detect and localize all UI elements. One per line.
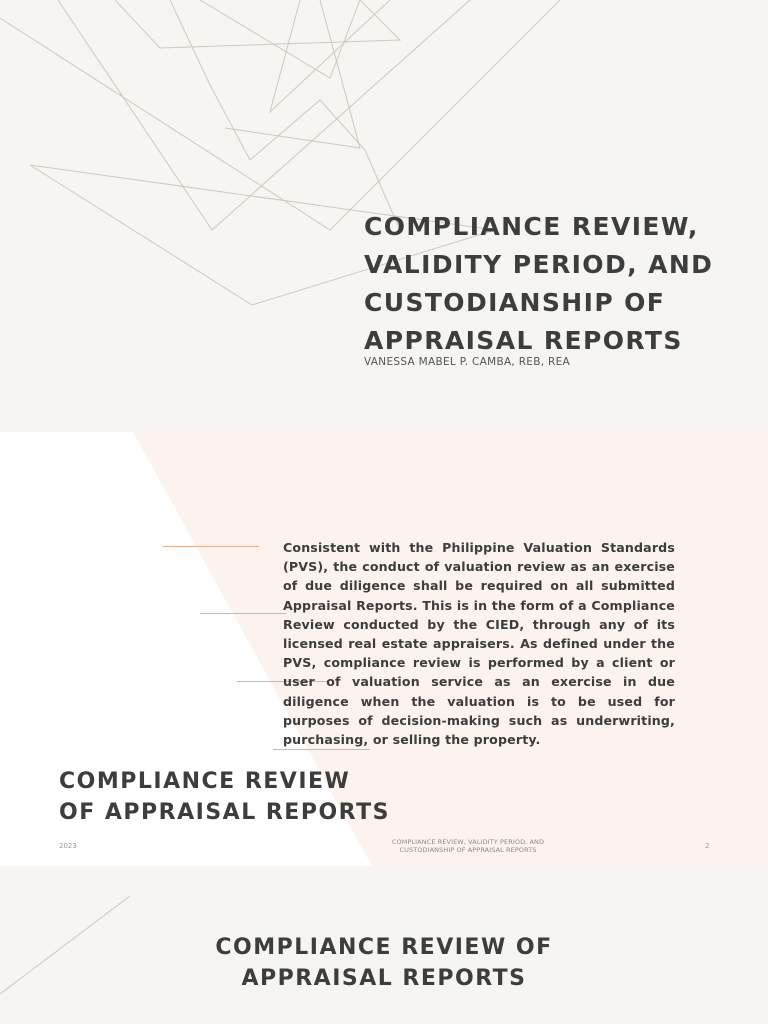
title-line: COMPLIANCE REVIEW OF	[215, 935, 553, 960]
content-slide	[0, 432, 768, 866]
accent-line	[200, 613, 286, 614]
deco-line-7	[225, 0, 360, 148]
title-line: COMPLIANCE REVIEW,	[364, 212, 699, 241]
footer-title-line: CUSTODIANSHIP OF APPRAISAL REPORTS	[399, 846, 537, 854]
deco-line-8	[200, 0, 360, 78]
title-line: APPRAISAL REPORTS	[364, 326, 683, 355]
accent-line	[163, 546, 259, 547]
title-line: VALIDITY PERIOD, AND	[364, 250, 714, 279]
deco-line-1	[0, 896, 130, 994]
deco-line-1	[0, 0, 560, 230]
title-line: OF APPRAISAL REPORTS	[59, 800, 390, 825]
title-line: CUSTODIANSHIP OF	[364, 288, 666, 317]
deco-line-4	[270, 0, 390, 112]
section-title	[184, 932, 584, 994]
footer-title-line: COMPLIANCE REVIEW, VALIDITY PERIOD, AND	[391, 838, 545, 846]
deco-line-6	[170, 0, 400, 230]
author-name: VANESSA MABEL P. CAMBA, REB, REA	[364, 356, 571, 368]
footer-title	[368, 838, 568, 854]
presentation-title	[364, 208, 764, 360]
slide-title	[59, 766, 390, 828]
section-slide	[0, 866, 768, 1024]
footer-year: 2023	[59, 842, 77, 850]
body-paragraph: Consistent with the Philippine Valuation Standards (PVS), the conduct of valuation review as an exercise of due diligence shall be required on all submitted Appraisal Reports. This is in the form of a Compliance Review conducted by the CIED, through any of its licensed real estate appraisers. As defined under the PVS, compliance review is performed by a client or user of valuation service as an exercise in due diligence when the valuation is to be used for purposes of decision-making such as underwriting, purchasing, or selling the property.	[283, 540, 675, 748]
title-line: COMPLIANCE REVIEW	[59, 769, 351, 794]
page-number: 2	[705, 842, 710, 850]
deco-line-3	[58, 0, 470, 230]
title-slide	[0, 0, 768, 432]
title-line: APPRAISAL REPORTS	[241, 966, 527, 991]
